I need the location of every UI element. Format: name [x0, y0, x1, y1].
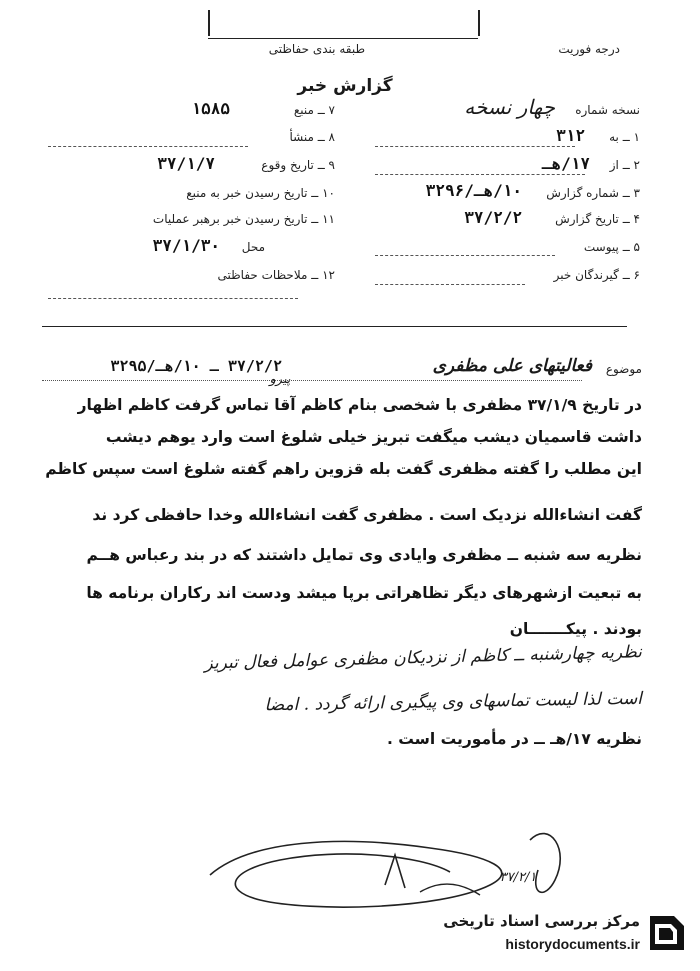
field-date-received-source-label: ۱۰ ــ تاریخ رسیدن خبر به منبع	[186, 186, 335, 200]
field-origin-label: ۸ ــ منشأ	[289, 130, 335, 144]
handwritten-comment-line: است لذا لیست تماسهای وی پیگیری ارائه گردد . امضا	[264, 688, 643, 716]
field-origin-line	[48, 146, 248, 147]
body-line: نظریه سه شنبه ــ مظفری وایادی وی تمایل داشتند که در بند رعباس هــم	[86, 546, 642, 564]
archive-watermark	[437, 906, 692, 961]
field-report-date-value: ۳۷/۲/۲	[464, 208, 522, 227]
field-report-number-label: ۳ ــ شماره گزارش	[546, 186, 640, 200]
archive-url: historydocuments.ir	[505, 936, 640, 952]
field-security-notes-line	[48, 298, 298, 299]
field-occurrence-date-value: ۳۷/۱/۷	[157, 154, 215, 173]
field-source-label: ۷ ــ منبع	[293, 103, 335, 117]
field-security-notes-label: ۱۲ ــ ملاحظات حفاظتی	[217, 268, 335, 282]
field-copy-number-value: چهار نسخه	[464, 95, 555, 119]
field-from-label: ۲ ــ از	[609, 158, 640, 172]
field-location-label: محل	[241, 240, 265, 254]
field-report-date-label: ۴ ــ تاریخ گزارش	[555, 212, 640, 226]
field-from-value: ۱۷/هـ	[541, 154, 590, 173]
field-recipients-label: ۶ ــ گیرندگان خبر	[553, 268, 640, 282]
top-stamp-bracket	[208, 10, 480, 36]
body-line: گفت انشاءالله نزدیک است . مظفری گفت انشاءالله وخدا حافظی کرد ند	[92, 506, 642, 524]
field-report-number-value: ۱۰/هـ/۳۲۹۶	[425, 181, 522, 200]
header-separator	[42, 326, 627, 327]
subject-line	[42, 380, 582, 381]
body-line: در تاریخ ۳۷/۱/۹ مظفری با شخصی بنام کاظم آقا تماس گرفت کاظم اظهار	[77, 396, 642, 414]
field-occurrence-date-label: ۹ ــ تاریخ وقوع	[261, 158, 335, 172]
field-copy-number-label: نسخه شماره	[575, 103, 640, 117]
field-attachment-label: ۵ ــ پیوست	[583, 240, 640, 254]
subject-text: فعالیتهای علی مظفری	[432, 356, 592, 376]
field-to-line	[375, 146, 575, 147]
subject-handwritten-note: پیرو	[269, 372, 291, 387]
top-stamp-line	[208, 38, 478, 39]
body-line: بودند . پیکـــــــان	[509, 620, 642, 638]
classification-label: طبقه بندی حفاظتی	[268, 42, 365, 56]
field-to-label: ۱ ــ به	[609, 130, 640, 144]
handwritten-comment-line: نظریه چهارشنبه ــ کاظم از نزدیکان مظفری عوامل فعال تبریز	[204, 642, 643, 674]
archive-org-name: مرکز بررسی اسناد تاریخی	[443, 912, 640, 930]
subject-reference: ۳۷/۲/۲ ـ ۱۰/هـ/۳۲۹۵	[110, 357, 282, 375]
field-attachment-line	[375, 255, 555, 256]
subject-label: موضوع	[605, 362, 642, 376]
body-line: به تبعیت ازشهرهای دیگر تظاهراتی برپا میشد ودست اند رکاران برنامه ها	[86, 584, 642, 602]
body-line: این مطلب را گفته مظفری گفت بله قزوین راهم گفته شلوغ است سپس کاظم	[45, 460, 642, 478]
archive-logo-icon	[644, 910, 688, 956]
field-to-value: ۳۱۲	[556, 126, 585, 145]
field-source-value: ۱۵۸۵	[191, 99, 230, 118]
field-location-value: ۳۷/۱/۳۰	[152, 236, 220, 255]
page-title: گزارش خبر	[297, 76, 393, 96]
body-closing: نظریه ۱۷/هـ ــ در مأموریت است .	[386, 730, 642, 748]
field-from-line	[375, 174, 585, 175]
field-date-received-leader-label: ۱۱ ــ تاریخ رسیدن خبر برهبر عملیات	[152, 212, 335, 226]
signature-date: ۳۷/۲/۱	[499, 870, 537, 885]
priority-label: درجه فوریت	[558, 42, 620, 56]
field-recipients-line	[375, 284, 525, 285]
body-line: داشت قاسمیان دیشب میگفت تبریز خیلی شلوغ است وارد یوهم دیشب	[105, 428, 642, 446]
